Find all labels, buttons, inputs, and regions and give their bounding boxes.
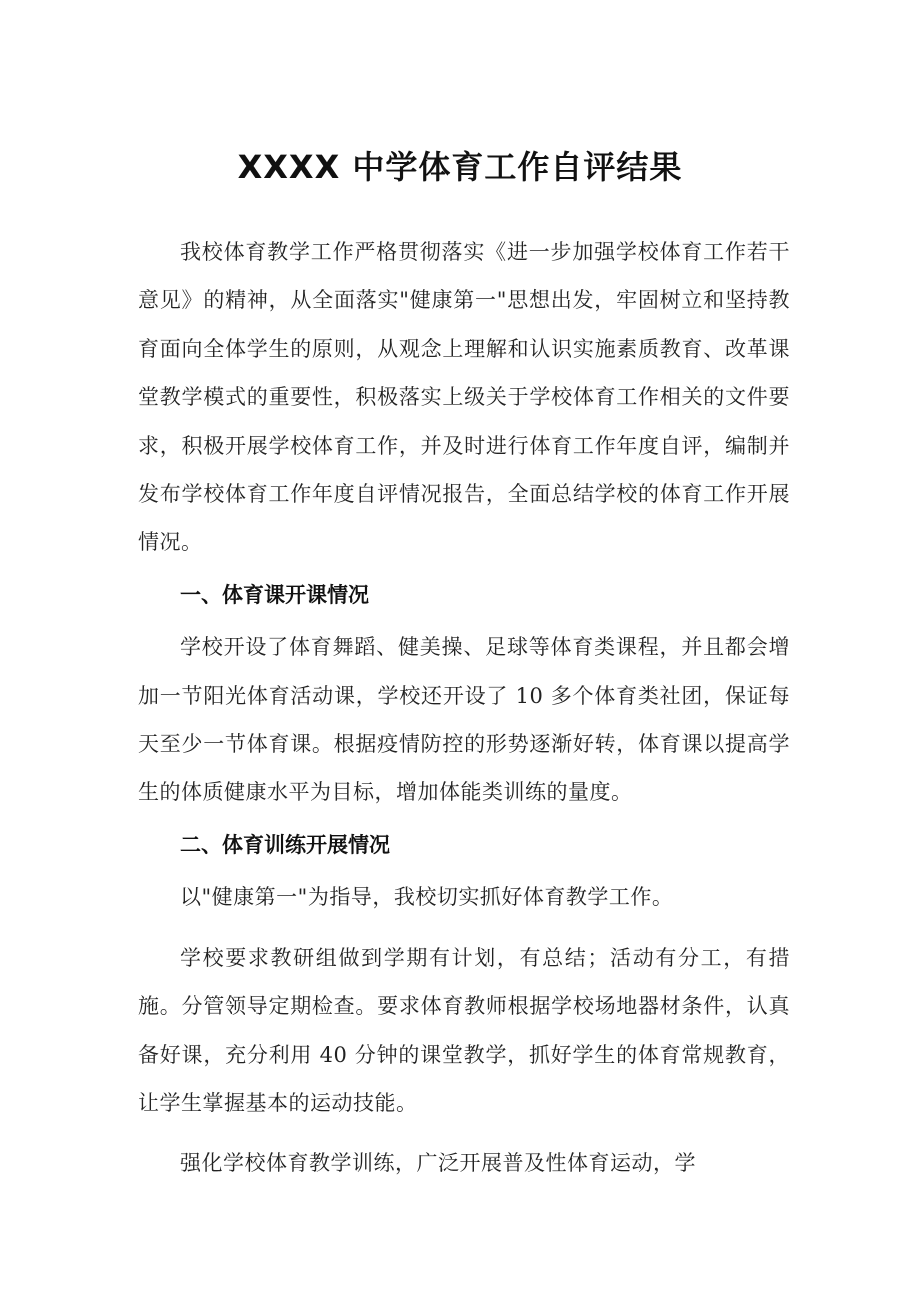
paragraph-pe-classes: 学校开设了体育舞蹈、健美操、足球等体育类课程，并且都会增加一节阳光体育活动课，学校还开设了 10 多个体育类社团，保证每天至少一节体育课。根据疫情防控的形势逐渐好转，体育课以提高学生的体质健康水平为目标，增加体能类训练的量度。 (138, 635, 790, 805)
section-heading-pe-training: 二、体育训练开展情况 (180, 832, 390, 857)
document-title: XXXX 中学体育工作自评结果 (237, 148, 683, 187)
paragraph-intro: 我校体育教学工作严格贯彻落实《进一步加强学校体育工作若干意见》的精神，从全面落实"健康第一"思想出发，牢固树立和坚持教育面向全体学生的原则，从观念上理解和认识实施素质教育、改革课堂教学模式的重要性，积极落实上级关于学校体育工作相关的文件要求，积极开展学校体育工作，并及时进行体育工作年度自评，编制并发布学校体育工作年度自评情况报告，全面总结学校的体育工作开展情况。 (138, 240, 790, 555)
paragraph-guidance: 以"健康第一"为指导，我校切实抓好体育教学工作。 (180, 885, 674, 910)
paragraph-strengthen: 强化学校体育教学训练，广泛开展普及性体育运动，学 (180, 1151, 696, 1176)
paragraph-requirements: 学校要求教研组做到学期有计划，有总结；活动有分工，有措施。分管领导定期检查。要求体育教师根据学校场地器材条件，认真备好课，充分利用 40 分钟的课堂教学，抓好学生的体育常规教育，让学生掌握基本的运动技能。 (138, 945, 790, 1115)
section-heading-pe-classes: 一、体育课开课情况 (180, 582, 369, 607)
document-body (138, 228, 790, 1188)
